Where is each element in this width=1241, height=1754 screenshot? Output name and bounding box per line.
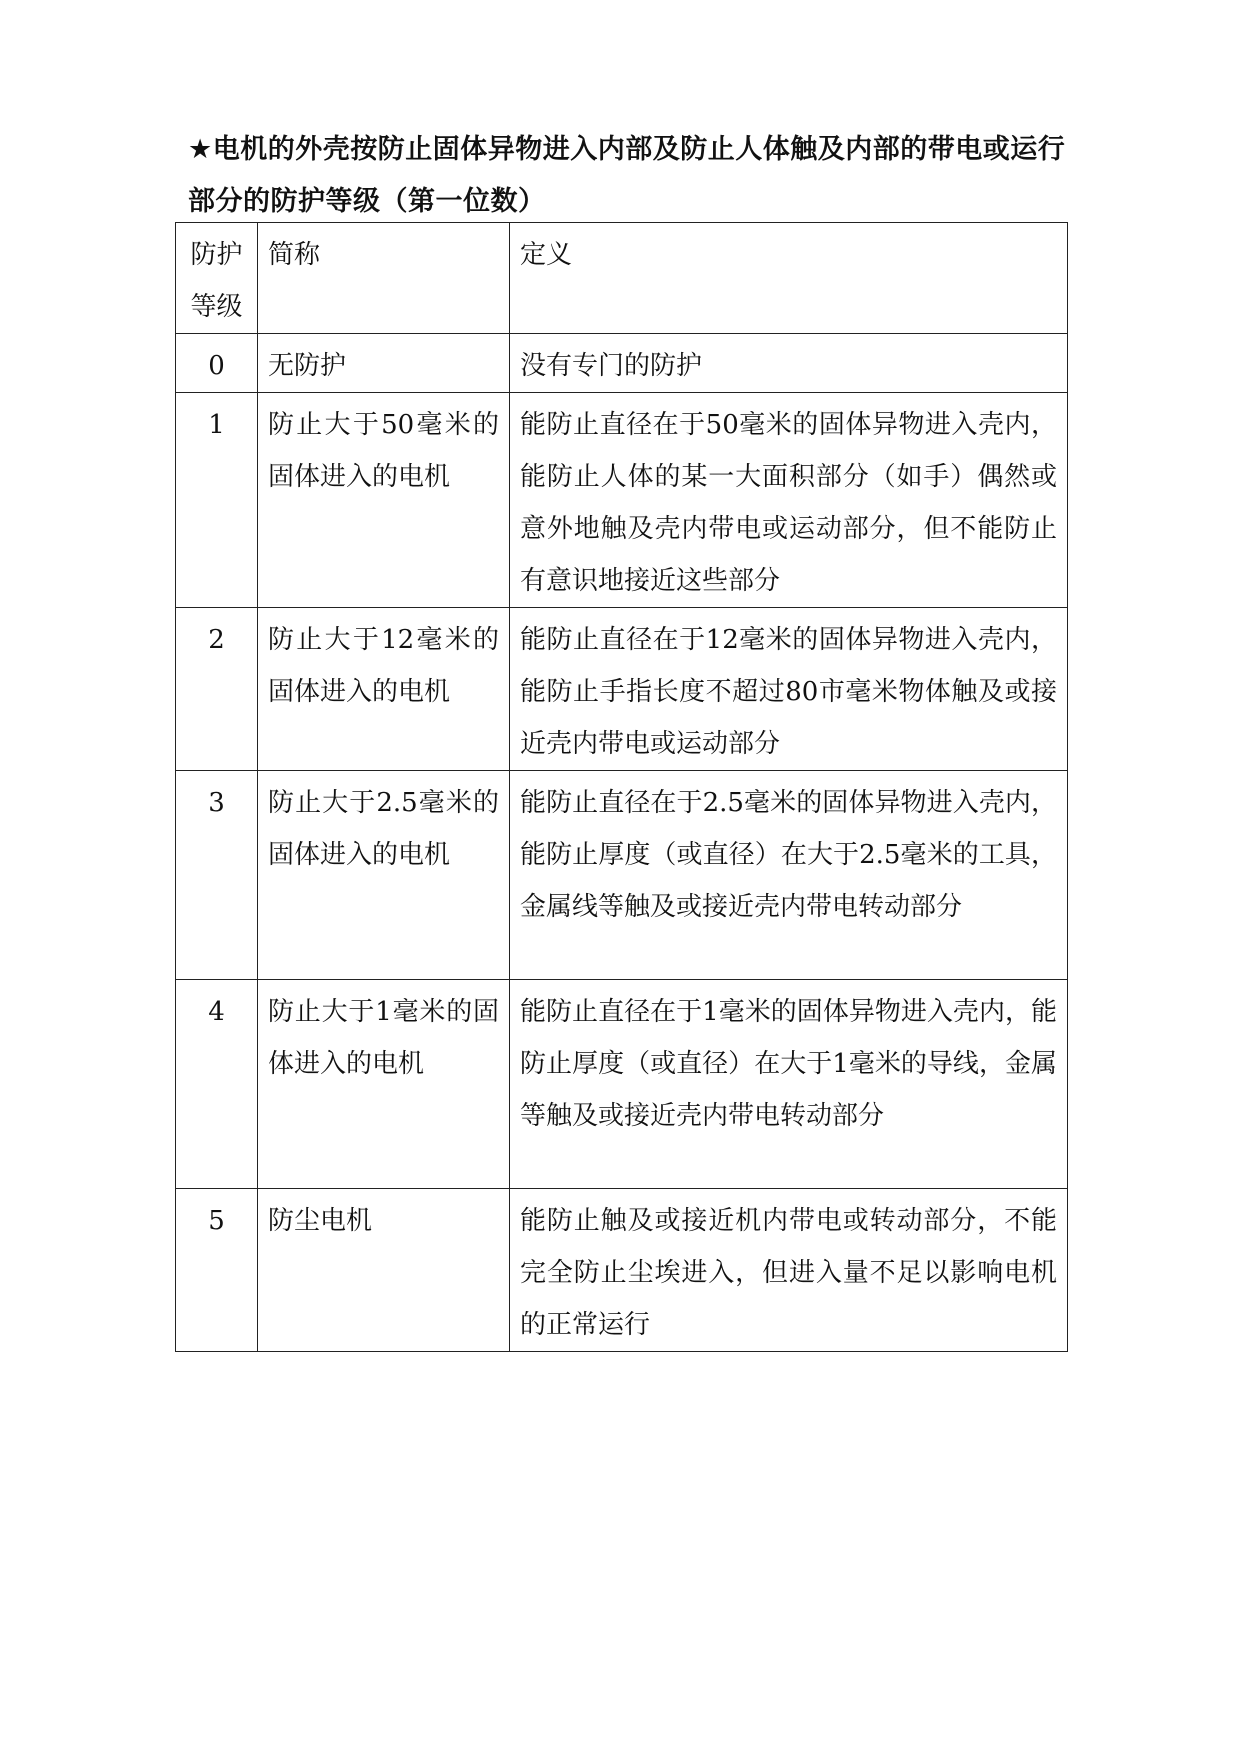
cell-name: 防止大于2.5毫米的固体进入的电机 <box>258 771 510 980</box>
protection-grade-table <box>175 222 1068 1352</box>
table-row <box>176 393 1068 608</box>
header-definition: 定义 <box>510 223 1068 334</box>
cell-level: 5 <box>176 1189 258 1352</box>
cell-name: 防止大于50毫米的固体进入的电机 <box>258 393 510 608</box>
cell-level: 3 <box>176 771 258 980</box>
cell-level: 2 <box>176 608 258 771</box>
cell-definition: 没有专门的防护 <box>510 334 1068 393</box>
header-level: 防护等级 <box>176 223 258 334</box>
cell-definition: 能防止直径在于1毫米的固体异物进入壳内，能防止厚度（或直径）在大于1毫米的导线，金属等触及或接近壳内带电转动部分 <box>510 980 1068 1189</box>
table-row <box>176 771 1068 980</box>
cell-definition: 能防止直径在于50毫米的固体异物进入壳内，能防止人体的某一大面积部分（如手）偶然或意外地触及壳内带电或运动部分，但不能防止有意识地接近这些部分 <box>510 393 1068 608</box>
cell-name: 防尘电机 <box>258 1189 510 1352</box>
header-name: 简称 <box>258 223 510 334</box>
table-row <box>176 1189 1068 1352</box>
page-title: ★电机的外壳按防止固体异物进入内部及防止人体触及内部的带电或运行部分的防护等级（第一位数） <box>188 134 1066 217</box>
cell-name: 防止大于12毫米的固体进入的电机 <box>258 608 510 771</box>
cell-name: 防止大于1毫米的固体进入的电机 <box>258 980 510 1189</box>
cell-level: 1 <box>176 393 258 608</box>
table-row <box>176 608 1068 771</box>
cell-definition: 能防止直径在于2.5毫米的固体异物进入壳内，能防止厚度（或直径）在大于2.5毫米的工具，金属线等触及或接近壳内带电转动部分 <box>510 771 1068 980</box>
cell-level: 4 <box>176 980 258 1189</box>
cell-definition: 能防止触及或接近机内带电或转动部分，不能完全防止尘埃进入，但进入量不足以影响电机的正常运行 <box>510 1189 1068 1352</box>
cell-definition: 能防止直径在于12毫米的固体异物进入壳内，能防止手指长度不超过80市毫米物体触及或接近壳内带电或运动部分 <box>510 608 1068 771</box>
table-header-row <box>176 223 1068 334</box>
table-row <box>176 980 1068 1189</box>
cell-name: 无防护 <box>258 334 510 393</box>
cell-level: 0 <box>176 334 258 393</box>
table-row <box>176 334 1068 393</box>
